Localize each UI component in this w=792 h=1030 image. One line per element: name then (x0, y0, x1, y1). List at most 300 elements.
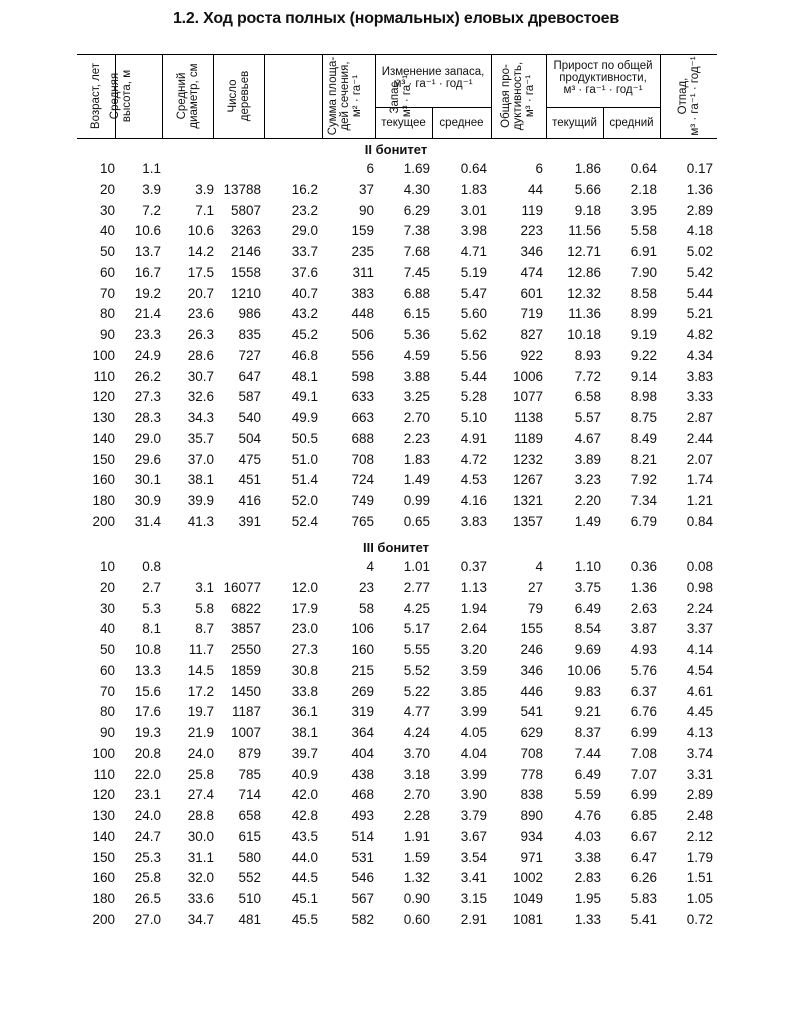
cell-age: 90 (99, 725, 115, 740)
cell-basal-area: 49.9 (291, 410, 318, 425)
cell-change-mean: 0.64 (460, 161, 487, 176)
cell-increment-mean: 8.99 (630, 306, 657, 322)
cell-increment-mean: 9.19 (630, 327, 657, 342)
cell-mortality: 4.61 (686, 683, 713, 699)
cell-mortality: 1.36 (686, 181, 713, 197)
cell-total-productivity: 708 (520, 745, 543, 761)
cell-stock: 4 (366, 559, 374, 574)
cell-trees: 580 (238, 849, 261, 865)
cell-stock: 765 (351, 513, 374, 529)
cell-height: 8.1 (142, 621, 161, 637)
cell-stock: 663 (351, 410, 374, 425)
cell-stock: 688 (351, 430, 374, 446)
cell-change-mean: 3.41 (460, 870, 487, 886)
cell-stock: 404 (351, 745, 374, 761)
cell-trees: 2146 (230, 244, 261, 259)
table-row (0, 704, 792, 724)
section-label: III бонитет (362, 540, 430, 555)
cell-change-mean: 5.60 (460, 306, 487, 322)
cell-increment-mean: 2.18 (630, 181, 657, 197)
cell-increment-current: 6.49 (574, 766, 601, 782)
cell-stock: 493 (351, 808, 374, 823)
cell-age: 140 (92, 828, 115, 844)
cell-diameter: 41.3 (187, 513, 214, 529)
cell-increment-current: 9.83 (574, 683, 601, 699)
header-basal-area: Сумма площа- дей сечения, м² · га⁻¹ (327, 56, 363, 136)
cell-height: 5.3 (142, 600, 161, 616)
cell-increment-mean: 6.47 (630, 849, 657, 865)
cell-basal-area: 49.1 (291, 389, 318, 405)
cell-stock: 319 (351, 704, 374, 720)
cell-basal-area: 44.5 (291, 870, 318, 886)
cell-height: 24.7 (134, 828, 161, 844)
cell-age: 10 (99, 161, 115, 176)
cell-diameter: 17.2 (187, 683, 214, 699)
cell-increment-mean: 4.93 (630, 642, 657, 657)
cell-change-mean: 3.01 (460, 202, 487, 218)
cell-change-current: 7.38 (403, 223, 430, 239)
cell-total-productivity: 446 (520, 683, 543, 699)
cell-age: 130 (92, 410, 115, 425)
cell-stock: 235 (351, 244, 374, 259)
cell-height: 30.9 (134, 493, 161, 508)
cell-change-current: 3.70 (403, 745, 430, 761)
cell-age: 180 (92, 891, 115, 906)
cell-stock: 546 (351, 870, 374, 886)
cell-increment-mean: 5.41 (630, 911, 657, 927)
cell-height: 29.0 (134, 430, 161, 446)
cell-change-mean: 5.19 (460, 264, 487, 280)
cell-increment-current: 6.58 (574, 389, 601, 405)
cell-stock: 90 (358, 202, 374, 218)
cell-change-mean: 1.94 (460, 600, 487, 616)
cell-height: 27.3 (134, 389, 161, 405)
cell-mortality: 5.42 (686, 264, 713, 280)
table-header (77, 54, 717, 138)
cell-height: 13.7 (134, 244, 161, 259)
cell-increment-mean: 2.63 (630, 600, 657, 616)
cell-change-mean: 3.54 (460, 849, 487, 865)
cell-increment-current: 4.76 (574, 808, 601, 823)
cell-trees: 552 (238, 870, 261, 886)
cell-increment-mean: 5.83 (630, 891, 657, 906)
cell-height: 15.6 (134, 683, 161, 699)
cell-total-productivity: 601 (520, 285, 543, 301)
cell-trees: 13788 (223, 181, 261, 197)
cell-age: 200 (92, 911, 115, 927)
cell-change-current: 4.59 (403, 347, 430, 363)
cell-height: 0.8 (142, 559, 161, 574)
cell-trees: 391 (238, 513, 261, 529)
cell-height: 21.4 (134, 306, 161, 322)
cell-basal-area: 52.4 (291, 513, 318, 529)
cell-increment-mean: 6.99 (630, 787, 657, 803)
cell-age: 10 (99, 559, 115, 574)
cell-age: 120 (92, 389, 115, 405)
cell-change-current: 7.45 (403, 264, 430, 280)
cell-height: 27.0 (134, 911, 161, 927)
cell-trees: 16077 (223, 579, 261, 595)
cell-total-productivity: 778 (520, 766, 543, 782)
cell-mortality: 2.48 (686, 808, 713, 823)
cell-change-current: 4.24 (403, 725, 430, 740)
cell-basal-area: 48.1 (291, 368, 318, 384)
cell-increment-mean: 8.49 (630, 430, 657, 446)
cell-trees: 6822 (230, 600, 261, 616)
cell-increment-mean: 7.07 (630, 766, 657, 782)
header-total-productivity: Общая про- дуктивность, м³ · га⁻¹ (500, 61, 536, 131)
header-bottom-rule (77, 138, 717, 139)
cell-diameter: 20.7 (187, 285, 214, 301)
cell-stock: 556 (351, 347, 374, 363)
cell-age: 140 (92, 430, 115, 446)
cell-diameter: 27.4 (187, 787, 214, 803)
cell-increment-current: 1.10 (574, 559, 601, 574)
cell-increment-current: 9.21 (574, 704, 601, 720)
page-title: 1.2. Ход роста полных (нормальных) еловых древостоев (172, 10, 619, 27)
cell-diameter: 34.3 (187, 410, 214, 425)
cell-total-productivity: 474 (520, 264, 543, 280)
header-mortality: Отпад, м³ · га⁻¹ · год⁻¹ (677, 56, 701, 136)
cell-increment-mean: 5.58 (630, 223, 657, 239)
cell-trees: 1450 (230, 683, 261, 699)
cell-trees: 540 (238, 410, 261, 425)
cell-basal-area: 40.9 (291, 766, 318, 782)
header-change-current: текущее (381, 117, 426, 129)
cell-increment-current: 7.44 (574, 745, 601, 761)
cell-diameter: 26.3 (187, 327, 214, 342)
cell-change-mean: 3.15 (460, 891, 487, 906)
cell-change-mean: 4.04 (460, 745, 487, 761)
cell-change-current: 3.18 (403, 766, 430, 782)
cell-age: 40 (99, 621, 115, 637)
cell-height: 7.2 (142, 202, 161, 218)
cell-basal-area: 46.8 (291, 347, 318, 363)
cell-age: 150 (92, 849, 115, 865)
cell-change-mean: 5.62 (460, 327, 487, 342)
cell-diameter: 21.9 (187, 725, 214, 740)
section-label: II бонитет (364, 142, 428, 157)
col-divider (213, 54, 214, 138)
cell-mortality: 0.84 (686, 513, 713, 529)
cell-change-mean: 3.79 (460, 808, 487, 823)
cell-basal-area: 27.3 (291, 642, 318, 657)
header-age: Возраст, лет (90, 62, 102, 130)
table-row (0, 621, 792, 641)
cell-stock: 567 (351, 891, 374, 906)
header-height: Средняя высота, м (109, 69, 133, 123)
cell-basal-area: 45.1 (291, 891, 318, 906)
cell-basal-area: 42.8 (291, 808, 318, 823)
table-row (0, 223, 792, 243)
cell-diameter: 34.7 (187, 911, 214, 927)
cell-increment-current: 3.75 (574, 579, 601, 595)
cell-diameter: 7.1 (195, 202, 214, 218)
cell-height: 3.9 (142, 181, 161, 197)
table-row (0, 493, 792, 513)
cell-basal-area: 45.2 (291, 327, 318, 342)
table-row (0, 161, 792, 181)
cell-stock: 582 (351, 911, 374, 927)
cell-trees: 658 (238, 808, 261, 823)
table-row (0, 410, 792, 430)
cell-mortality: 2.89 (686, 202, 713, 218)
cell-increment-mean: 8.75 (630, 410, 657, 425)
cell-total-productivity: 1077 (512, 389, 543, 405)
cell-total-productivity: 629 (520, 725, 543, 740)
cell-trees: 416 (238, 493, 261, 508)
cell-basal-area: 52.0 (291, 493, 318, 508)
header-increment-current: текущий (552, 117, 597, 129)
table-row (0, 389, 792, 409)
cell-age: 150 (92, 451, 115, 467)
cell-increment-mean: 7.34 (630, 493, 657, 508)
cell-total-productivity: 719 (520, 306, 543, 322)
cell-total-productivity: 1321 (512, 493, 543, 508)
cell-mortality: 5.21 (686, 306, 713, 322)
cell-trees: 879 (238, 745, 261, 761)
cell-total-productivity: 346 (520, 662, 543, 678)
cell-trees: 504 (238, 430, 261, 446)
table-row (0, 829, 792, 849)
cell-change-mean: 3.59 (460, 662, 487, 678)
cell-increment-current: 4.03 (574, 828, 601, 844)
cell-change-mean: 4.05 (460, 725, 487, 740)
table-row (0, 850, 792, 870)
cell-total-productivity: 1049 (512, 891, 543, 906)
table-row (0, 182, 792, 202)
cell-increment-current: 7.72 (574, 368, 601, 384)
cell-height: 10.6 (134, 223, 161, 239)
cell-stock: 448 (351, 306, 374, 322)
cell-change-current: 4.25 (403, 600, 430, 616)
cell-diameter: 11.7 (188, 642, 214, 657)
cell-total-productivity: 827 (520, 327, 543, 342)
cell-basal-area: 30.8 (291, 662, 318, 678)
table-row (0, 870, 792, 890)
cell-trees: 727 (238, 347, 261, 363)
cell-change-current: 5.22 (403, 683, 430, 699)
cell-increment-current: 8.54 (574, 621, 601, 637)
cell-change-mean: 5.56 (460, 347, 487, 363)
cell-increment-current: 3.23 (574, 472, 601, 488)
cell-stock: 159 (351, 223, 374, 239)
col-divider (322, 54, 323, 138)
cell-change-current: 2.70 (403, 787, 430, 803)
cell-height: 24.9 (134, 347, 161, 363)
cell-change-current: 5.52 (403, 662, 430, 678)
cell-total-productivity: 934 (520, 828, 543, 844)
table-row (0, 725, 792, 745)
cell-basal-area: 50.5 (291, 430, 318, 446)
cell-total-productivity: 119 (521, 202, 543, 218)
cell-height: 25.3 (134, 849, 161, 865)
cell-mortality: 2.89 (686, 787, 713, 803)
cell-age: 100 (92, 745, 115, 761)
cell-basal-area: 42.0 (291, 787, 318, 803)
cell-height: 19.2 (134, 285, 161, 301)
cell-stock: 311 (352, 264, 374, 280)
cell-age: 90 (99, 327, 115, 342)
cell-increment-current: 1.86 (574, 161, 601, 176)
cell-diameter: 31.1 (187, 849, 214, 865)
cell-change-mean: 4.53 (460, 472, 487, 488)
cell-mortality: 0.08 (686, 559, 713, 574)
cell-trees: 647 (238, 368, 261, 384)
cell-mortality: 2.24 (686, 600, 713, 616)
cell-mortality: 1.51 (686, 870, 713, 886)
cell-height: 31.4 (134, 513, 161, 529)
cell-age: 80 (99, 704, 115, 720)
cell-total-productivity: 4 (535, 559, 543, 574)
table-row (0, 369, 792, 389)
cell-stock: 749 (351, 493, 374, 508)
cell-diameter: 38.1 (187, 472, 214, 488)
cell-trees: 3263 (230, 223, 261, 239)
cell-total-productivity: 1002 (512, 870, 543, 886)
cell-height: 2.7 (142, 579, 161, 595)
header-change-mean: среднее (439, 117, 484, 129)
cell-basal-area: 38.1 (291, 725, 318, 740)
cell-change-mean: 5.44 (460, 368, 487, 384)
table-row (0, 684, 792, 704)
cell-basal-area: 39.7 (291, 745, 318, 761)
cell-diameter: 37.0 (187, 451, 214, 467)
cell-change-current: 2.77 (403, 579, 430, 595)
cell-age: 50 (99, 244, 115, 259)
cell-basal-area: 17.9 (291, 600, 318, 616)
col-divider (264, 54, 265, 138)
cell-change-current: 3.25 (403, 389, 430, 405)
cell-age: 160 (92, 472, 115, 488)
cell-age: 160 (92, 870, 115, 886)
cell-height: 29.6 (134, 451, 161, 467)
table-row (0, 514, 792, 534)
table-row (0, 746, 792, 766)
cell-change-mean: 3.99 (460, 704, 487, 720)
cell-change-current: 5.55 (403, 642, 430, 657)
cell-total-productivity: 1189 (513, 430, 543, 446)
cell-change-mean: 5.28 (460, 389, 487, 405)
cell-stock: 160 (351, 642, 374, 657)
cell-increment-mean: 8.21 (630, 451, 657, 467)
cell-mortality: 3.31 (686, 766, 713, 782)
cell-trees: 5807 (230, 202, 261, 218)
cell-total-productivity: 27 (527, 579, 543, 595)
cell-change-current: 0.60 (403, 911, 430, 927)
cell-basal-area: 40.7 (291, 285, 318, 301)
cell-age: 70 (99, 285, 115, 301)
cell-diameter: 32.6 (187, 389, 214, 405)
cell-age: 60 (99, 662, 115, 678)
cell-mortality: 1.05 (686, 891, 713, 906)
cell-trees: 3857 (230, 621, 261, 637)
cell-trees: 1859 (230, 662, 261, 678)
cell-increment-mean: 8.58 (630, 285, 657, 301)
cell-mortality: 1.21 (686, 493, 713, 508)
cell-basal-area: 51.0 (291, 451, 318, 467)
cell-trees: 986 (238, 306, 261, 322)
cell-change-mean: 3.67 (460, 828, 487, 844)
cell-increment-mean: 7.08 (630, 745, 657, 761)
cell-increment-current: 9.18 (574, 202, 601, 218)
cell-increment-mean: 6.76 (630, 704, 657, 720)
cell-increment-mean: 0.36 (630, 559, 657, 574)
cell-trees: 451 (238, 472, 261, 488)
cell-trees: 714 (238, 787, 261, 803)
cell-age: 50 (99, 642, 115, 657)
cell-change-current: 1.91 (403, 828, 430, 844)
cell-trees: 2550 (230, 642, 261, 657)
cell-stock: 215 (351, 662, 374, 678)
table-row (0, 891, 792, 911)
table-row (0, 912, 792, 932)
table-row (0, 767, 792, 787)
cell-age: 30 (99, 202, 115, 218)
cell-mortality: 0.72 (686, 911, 713, 927)
cell-increment-current: 12.86 (567, 264, 601, 280)
cell-height: 17.6 (134, 704, 161, 720)
cell-increment-current: 9.69 (574, 642, 601, 657)
table-row (0, 787, 792, 807)
cell-age: 120 (92, 787, 115, 803)
cell-increment-mean: 1.36 (630, 579, 657, 595)
table-row (0, 580, 792, 600)
header-stock-change: Изменение запаса, м³ · га⁻¹ · год⁻¹ (381, 66, 485, 90)
cell-height: 1.1 (142, 161, 161, 176)
cell-diameter: 17.5 (187, 264, 214, 280)
table-row (0, 472, 792, 492)
cell-increment-mean: 9.14 (630, 368, 657, 384)
cell-mortality: 5.02 (686, 244, 713, 259)
cell-diameter: 24.0 (187, 745, 214, 761)
cell-age: 40 (99, 223, 115, 239)
cell-stock: 269 (351, 683, 374, 699)
cell-height: 25.8 (134, 870, 161, 886)
cell-diameter: 3.9 (195, 181, 214, 197)
cell-diameter: 30.7 (187, 368, 214, 384)
cell-total-productivity: 246 (520, 642, 543, 657)
table-row (0, 642, 792, 662)
cell-mortality: 4.82 (686, 327, 713, 342)
cell-increment-current: 5.66 (574, 181, 601, 197)
cell-change-current: 1.32 (403, 870, 430, 886)
cell-total-productivity: 971 (520, 849, 543, 865)
cell-total-productivity: 346 (520, 244, 543, 259)
cell-total-productivity: 1267 (512, 472, 543, 488)
cell-height: 23.3 (134, 327, 161, 342)
cell-age: 100 (92, 347, 115, 363)
cell-mortality: 3.37 (686, 621, 713, 637)
cell-height: 28.3 (134, 410, 161, 425)
cell-height: 19.3 (134, 725, 161, 740)
cell-increment-mean: 7.92 (630, 472, 657, 488)
cell-mortality: 3.33 (686, 389, 713, 405)
cell-height: 26.5 (134, 891, 161, 906)
cell-total-productivity: 1006 (512, 368, 543, 384)
cell-diameter: 33.6 (187, 891, 214, 906)
cell-age: 60 (99, 264, 115, 280)
cell-age: 20 (99, 579, 115, 595)
cell-change-current: 2.28 (403, 808, 430, 823)
cell-change-mean: 4.16 (460, 493, 487, 508)
cell-diameter: 35.7 (187, 430, 214, 446)
cell-trees: 615 (238, 828, 261, 844)
cell-change-current: 7.68 (403, 244, 430, 259)
cell-basal-area: 43.5 (291, 828, 318, 844)
cell-change-mean: 4.91 (460, 430, 487, 446)
cell-basal-area: 43.2 (291, 306, 318, 322)
